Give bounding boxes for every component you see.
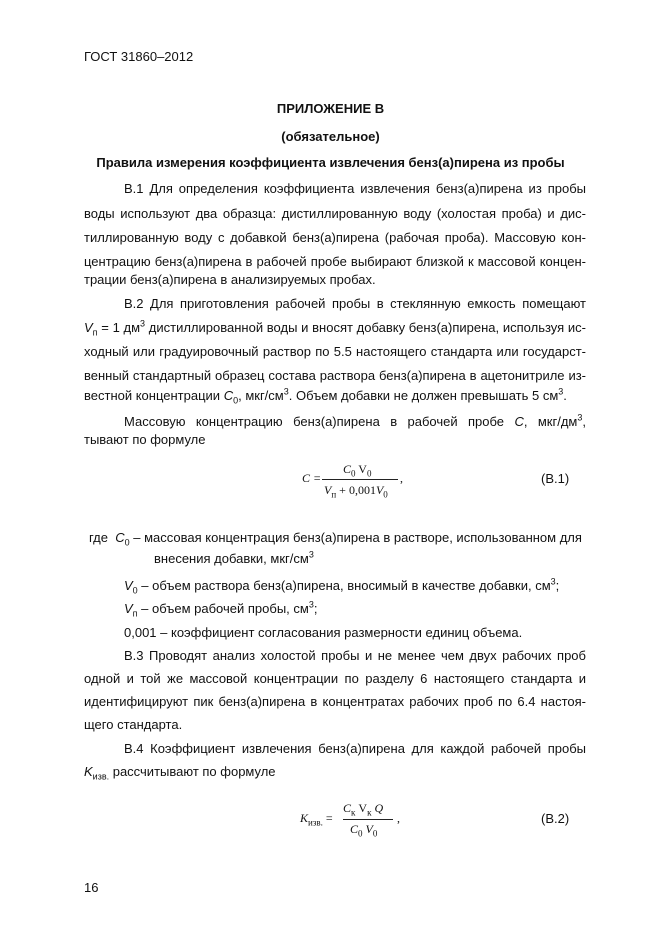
sub: 0 (366, 468, 372, 479)
where-c0-cont (154, 551, 314, 566)
where-intro: где (89, 530, 108, 545)
text: – объем раствора бенз(а)пирена, вносимый в качестве добавки, см (137, 578, 551, 593)
fraction-bar (322, 479, 398, 480)
sub: п (331, 489, 337, 500)
sub: 0 (372, 828, 378, 839)
sub: 0 (132, 585, 138, 596)
appendix-heading: Правила измерения коэффициента извлечения бенз(а)пирена из пробы (96, 155, 565, 170)
paragraph-b2-line (84, 320, 586, 336)
sub: 0 (233, 395, 239, 406)
var-q: Q (371, 801, 384, 815)
sub: 0 (383, 489, 388, 500)
text: = (322, 811, 333, 825)
var-c: C (343, 801, 352, 815)
var-v: V (324, 483, 332, 497)
text: ; (313, 601, 318, 616)
formula-b1-denominator (324, 483, 388, 498)
text: . (563, 388, 567, 403)
where-v0-line (124, 576, 560, 596)
var-c: C (343, 462, 352, 476)
text: рассчитывают по формуле (109, 764, 276, 779)
text: внесения добавки, мкг/см (154, 551, 309, 566)
var-v: V (355, 462, 367, 476)
var-c: С (514, 414, 524, 429)
paragraph-b3-line: В.3 Проводят анализ холостой пробы и не менее чем двух рабочих проб (124, 648, 586, 663)
paragraph-b1-line: центрацию бенз(а)пирена в рабочей пробе выбирают близкой к массовой концен- (84, 254, 586, 269)
paragraph-b1-line: тиллированную воду с добавкой бенз(а)пирена (рабочая проба). Массовую кон- (84, 230, 586, 245)
sub: 0 (358, 828, 363, 839)
formula-b1-tail: , (400, 471, 403, 485)
var-v: V (124, 601, 133, 616)
text: – массовая концентрация бенз(а)пирена в растворе, использованном для (129, 530, 582, 545)
formula-b1-numerator (343, 462, 371, 477)
where-c0-line (89, 530, 582, 548)
sub: к (351, 807, 356, 818)
formula-b2-denominator (350, 822, 377, 837)
appendix-status: (обязательное) (281, 129, 380, 144)
var-v: V (375, 483, 384, 497)
var-v: V (362, 822, 373, 836)
sub: к (367, 807, 372, 818)
paragraph-b2-line: венный стандартный образец состава раствора бенз(а)пирена в ацетонитриле из- (84, 368, 586, 383)
sup: 3 (283, 386, 289, 397)
text: . Объем добавки не должен превышать 5 см (288, 388, 559, 403)
formula-b2-numerator (343, 801, 383, 816)
paragraph-concentration-line: тывают по формуле (84, 432, 206, 447)
paragraph-b2-line (84, 386, 567, 406)
paragraph-concentration-line (124, 414, 586, 430)
appendix-title: ПРИЛОЖЕНИЕ В (276, 101, 385, 116)
formula-b1-lhs: C = (302, 471, 322, 485)
var-v: V (84, 320, 93, 335)
paragraph-b4-line (84, 764, 276, 782)
text: вестной концентрации (84, 388, 224, 403)
var-k: K (300, 811, 309, 825)
formula-b1-label: (В.1) (541, 471, 570, 486)
fraction-bar (343, 819, 393, 820)
paragraph-b1-line: трации бенз(а)пирена в анализируемых пробах. (84, 272, 376, 287)
text: + 0,001 (336, 483, 376, 497)
paragraph-b4-line: В.4 Коэффициент извлечения бенз(а)пирена для каждой рабочей пробы (124, 741, 586, 756)
sup: 3 (140, 320, 146, 329)
text: Массовую концентрацию бенз(а)пирена в рабочей пробе (124, 414, 515, 429)
sup: 3 (558, 386, 564, 397)
where-vp-line (124, 599, 318, 619)
text: дистиллированной воды и вносят добавку бенз(а)пирена, используя ис- (145, 320, 586, 335)
sub: п (92, 327, 98, 336)
formula-b2-lhs (300, 811, 333, 826)
text: = 1 дм (97, 320, 141, 335)
sub: 0 (351, 468, 356, 479)
sup: 3 (308, 549, 314, 560)
paragraph-b1-line: воды используют два образца: дистиллированную воду (холостая проба) и дис- (84, 206, 586, 221)
sup: 3 (577, 414, 583, 423)
text: ; (555, 578, 560, 593)
sub: п (132, 608, 138, 619)
page-number: 16 (84, 880, 99, 895)
var-v: V (355, 801, 368, 815)
text: , мкг/дм (523, 414, 578, 429)
sup: 3 (550, 576, 556, 587)
var-k: K (84, 764, 93, 779)
formula-b2-label: (В.2) (541, 811, 570, 826)
paragraph-b3-line: идентифицируют пик бенз(а)пирена в концентратах рабочих проб по 6.4 настоя- (84, 694, 586, 709)
where-k-line: 0,001 – коэффициент согласования размерности единиц объема. (124, 625, 523, 640)
var-c: С (115, 530, 125, 545)
text: , мкг/см (238, 388, 284, 403)
document-header: ГОСТ 31860–2012 (84, 49, 194, 64)
text: – объем рабочей пробы, см (137, 601, 309, 616)
paragraph-b3-line: одной и той же массовой концентрации по разделу 6 настоящего стандарта и (84, 671, 586, 686)
var-c: C (350, 822, 359, 836)
paragraph-b3-line: щего стандарта. (84, 717, 183, 732)
var-v: V (124, 578, 133, 593)
var-c: С (223, 388, 234, 403)
paragraph-b1-line: В.1 Для определения коэффициента извлечения бенз(а)пирена из пробы (124, 181, 586, 196)
sup: 3 (308, 599, 314, 610)
formula-b2-tail: , (397, 811, 400, 825)
paragraph-b2-line: ходный или градуировочный раствор по 5.5 настоящего стандарта или государст- (84, 344, 586, 359)
sub: 0 (124, 537, 130, 548)
paragraph-b2-line: В.2 Для приготовления рабочей пробы в стеклянную емкость помещают (124, 296, 586, 311)
sub: изв. (308, 817, 323, 828)
sub: изв. (92, 771, 110, 782)
text: , (582, 414, 586, 429)
